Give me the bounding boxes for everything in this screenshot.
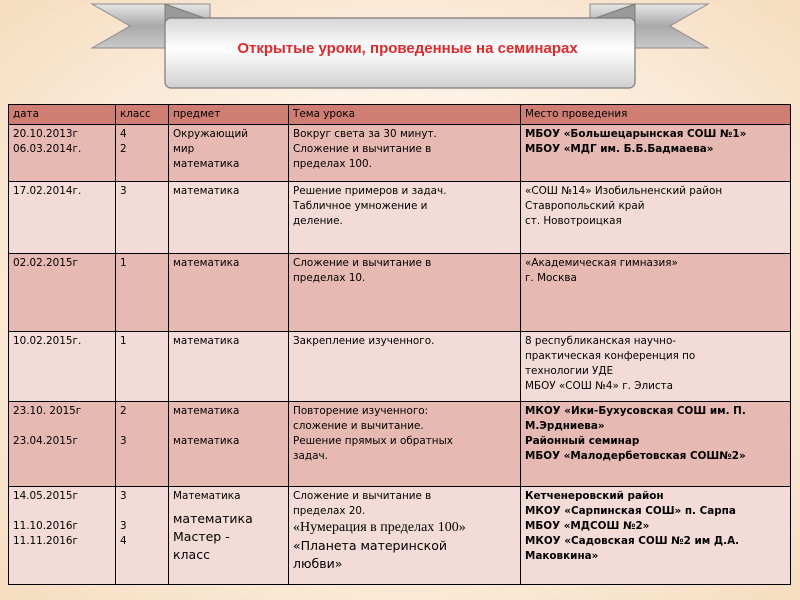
subject-cell: математика [169,332,289,402]
header-topic: Тема урока [289,105,521,125]
header-class: класс [116,105,169,125]
header-date: дата [9,105,116,125]
class-cell: 2 3 [116,402,169,487]
subject-cell: математика [169,182,289,254]
topic-cell: Решение примеров и задач. Табличное умножение и деление. [289,182,521,254]
subject-cell: математика математика [169,402,289,487]
class-cell: 4 2 [116,125,169,182]
table-header-row [9,105,791,125]
class-cell: 3 3 4 [116,487,169,585]
subject-cell: Математика математика Мастер - класс [169,487,289,585]
place-cell: МКОУ «Ики-Бухусовская СОШ им. П. М.Эрдниева» Районный семинар МБОУ «Малодербетовская СОШ№2» [521,402,791,487]
table-row [9,332,791,402]
date-cell: 02.02.2015г [9,254,116,332]
place-cell: «Академическая гимназия» г. Москва [521,254,791,332]
place-cell: 8 республиканская научно- практическая конференция по технологии УДЕ МБОУ «СОШ №4» г. Элиста [521,332,791,402]
topic-cell: Сложение и вычитание в пределах 20. «Нумерация в пределах 100» «Планета материнской любви» [289,487,521,585]
subject-cell: математика [169,254,289,332]
header-place: Место проведения [521,105,791,125]
lessons-table [8,104,791,585]
date-cell: 10.02.2015г. [9,332,116,402]
date-cell: 20.10.2013г 06.03.2014г. [9,125,116,182]
date-cell: 14.05.2015г 11.10.2016г 11.11.2016г [9,487,116,585]
class-cell: 3 [116,182,169,254]
date-cell: 23.10. 2015г 23.04.2015г [9,402,116,487]
class-cell: 1 [116,332,169,402]
table-row [9,487,791,585]
table-row [9,254,791,332]
header-subject: предмет [169,105,289,125]
class-cell: 1 [116,254,169,332]
topic-cell: Закрепление изученного. [289,332,521,402]
table-row [9,125,791,182]
topic-cell: Повторение изученного: сложение и вычитание. Решение прямых и обратных задач. [289,402,521,487]
place-cell: МБОУ «Большецарынская СОШ №1» МБОУ «МДГ им. Б.Б.Бадмаева» [521,125,791,182]
table-row [9,182,791,254]
table-row [9,402,791,487]
topic-cell: Сложение и вычитание в пределах 10. [289,254,521,332]
date-cell: 17.02.2014г. [9,182,116,254]
topic-cell: Вокруг света за 30 минут. Сложение и вычитание в пределах 100. [289,125,521,182]
page-title: Открытые уроки, проведенные на семинарах [237,40,578,57]
place-cell: Кетченеровский район МКОУ «Сарпинская СОШ» п. Сарпа МБОУ «МДСОШ №2» МКОУ «Садовская СОШ №2 им Д.А. Маковкина» [521,487,791,585]
place-cell: «СОШ №14» Изобильненский район Ставропольский край ст. Новотроицкая [521,182,791,254]
subject-cell: Окружающий мир математика [169,125,289,182]
